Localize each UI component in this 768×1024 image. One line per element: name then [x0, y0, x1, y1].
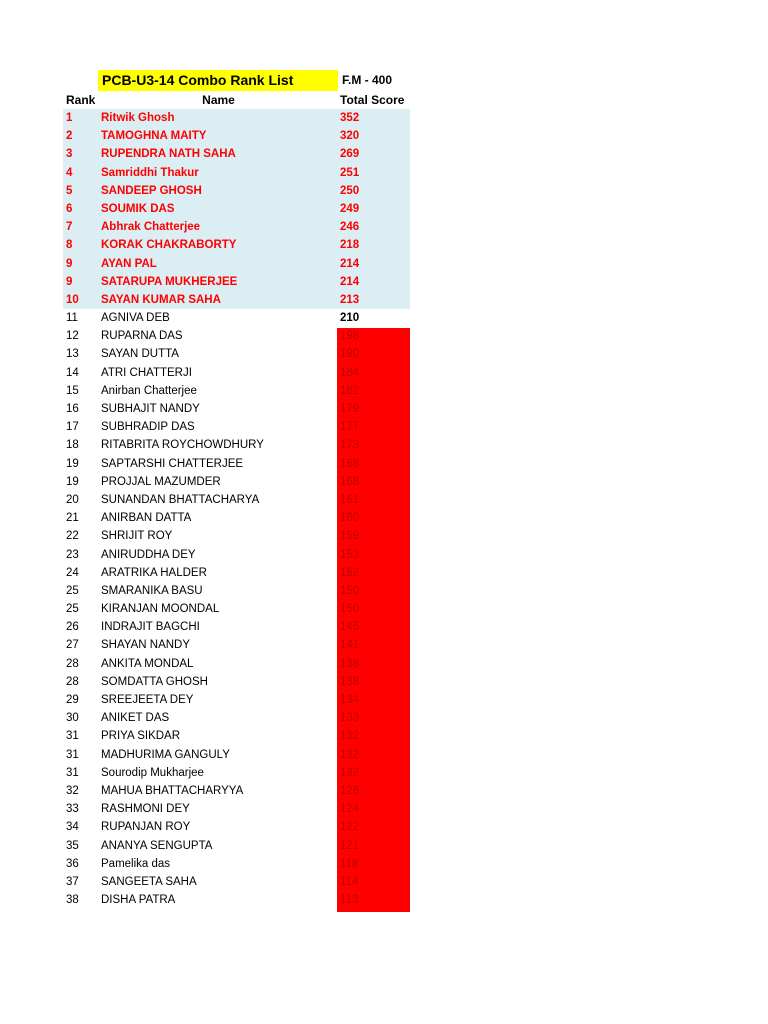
rank-cell: 6: [66, 202, 73, 215]
score-cell: 320: [340, 130, 360, 143]
table-row: [0, 782, 768, 800]
name-cell: AGNIVA DEB: [101, 312, 170, 325]
table-row: [0, 618, 768, 636]
table-row: [0, 655, 768, 673]
table-row: [0, 818, 768, 836]
page-title: PCB-U3-14 Combo Rank List: [98, 70, 338, 91]
rank-cell: 28: [66, 657, 79, 670]
rank-cell: 24: [66, 566, 79, 579]
table-row: [0, 746, 768, 764]
rank-cell: 13: [66, 348, 79, 361]
score-cell: 114: [340, 875, 359, 888]
name-cell: SATARUPA MUKHERJEE: [101, 275, 238, 288]
name-cell: PRIYA SIKDAR: [101, 730, 181, 743]
name-cell: ATRI CHATTERJI: [101, 366, 192, 379]
rank-cell: 5: [66, 184, 73, 197]
rank-cell: 14: [66, 366, 79, 379]
score-cell: 269: [340, 148, 360, 161]
table-row: [0, 727, 768, 745]
score-cell: 210: [340, 312, 360, 325]
name-cell: ANIKET DAS: [101, 712, 170, 725]
name-cell: SHRIJIT ROY: [101, 530, 173, 543]
rank-cell: 10: [66, 293, 79, 306]
score-cell: 160: [340, 512, 360, 525]
rank-cell: 34: [66, 821, 79, 834]
score-cell: 214: [340, 275, 360, 288]
score-cell: 159: [340, 530, 360, 543]
rank-cell: 31: [66, 730, 79, 743]
score-cell: 177: [340, 421, 360, 434]
rank-cell: 4: [66, 166, 73, 179]
table-row: [0, 127, 768, 145]
score-cell: 132: [340, 766, 360, 779]
rank-cell: 17: [66, 421, 79, 434]
table-row: [0, 145, 768, 163]
name-cell: MAHUA BHATTACHARYYA: [101, 784, 244, 797]
rank-cell: 35: [66, 839, 79, 852]
name-cell: SUBHAJIT NANDY: [101, 403, 200, 415]
score-cell: 179: [340, 403, 360, 415]
name-cell: SOMDATTA GHOSH: [101, 675, 208, 688]
name-cell: SAPTARSHI CHATTERJEE: [101, 457, 244, 470]
rank-cell: 31: [66, 748, 79, 761]
score-cell: 182: [340, 384, 360, 397]
name-cell: SUBHRADIP DAS: [101, 421, 195, 434]
name-cell: Sourodip Mukharjee: [101, 766, 204, 779]
table-row: [0, 455, 768, 473]
rank-cell: 27: [66, 639, 79, 652]
table-row: [0, 200, 768, 218]
table-row: [0, 546, 768, 564]
score-cell: 214: [340, 257, 360, 270]
score-cell: 173: [340, 439, 360, 452]
table-row: [0, 218, 768, 236]
rank-cell: 20: [66, 493, 79, 506]
rank-cell: 26: [66, 621, 79, 634]
name-cell: SHAYAN NANDY: [101, 639, 191, 652]
name-cell: RITABRITA ROYCHOWDHURY: [101, 439, 264, 452]
name-cell: ANANYA SENGUPTA: [101, 839, 213, 852]
rank-cell: 15: [66, 384, 79, 397]
score-cell: 246: [340, 221, 360, 234]
rank-cell: 9: [66, 275, 73, 288]
table-row: [0, 436, 768, 454]
name-cell: Ritwik Ghosh: [101, 112, 175, 124]
name-cell: SMARANIKA BASU: [101, 584, 203, 597]
table-row: [0, 564, 768, 582]
table-row: [0, 327, 768, 345]
name-cell: SAYAN DUTTA: [101, 348, 179, 361]
score-cell: 190: [340, 348, 360, 361]
score-cell: 250: [340, 184, 360, 197]
score-cell: 150: [340, 584, 360, 597]
score-cell: 161: [340, 493, 360, 506]
score-cell: 218: [340, 239, 360, 252]
score-cell: 118: [340, 857, 359, 870]
name-cell: SUNANDAN BHATTACHARYA: [101, 493, 260, 506]
rank-cell: 32: [66, 784, 79, 797]
rank-cell: 23: [66, 548, 79, 561]
table-row: [0, 273, 768, 291]
rank-cell: 19: [66, 457, 79, 470]
table-row: [0, 636, 768, 654]
score-cell: 122: [340, 821, 360, 834]
name-cell: KORAK CHAKRABORTY: [101, 239, 237, 252]
rank-cell: 38: [66, 894, 79, 907]
score-cell: 133: [340, 712, 360, 725]
score-cell: 141: [340, 639, 360, 652]
name-cell: RUPARNA DAS: [101, 330, 183, 343]
name-cell: PROJJAL MAZUMDER: [101, 475, 221, 488]
table-row: [0, 600, 768, 618]
table-row: [0, 709, 768, 727]
rank-cell: 25: [66, 603, 79, 616]
name-cell: ARATRIKA HALDER: [101, 566, 207, 579]
name-cell: TAMOGHNA MAITY: [101, 130, 207, 143]
name-cell: Pamelika das: [101, 857, 171, 870]
score-cell: 138: [340, 675, 360, 688]
table-row: [0, 837, 768, 855]
header-name: Name: [202, 93, 235, 107]
score-cell: 184: [340, 366, 360, 379]
table-row: [0, 582, 768, 600]
name-cell: RUPANJAN ROY: [101, 821, 191, 834]
table-row: [0, 291, 768, 309]
rank-cell: 29: [66, 694, 79, 706]
name-cell: Abhrak Chatterjee: [101, 221, 201, 234]
table-row: [0, 491, 768, 509]
name-cell: SANGEETA SAHA: [101, 875, 197, 888]
rank-cell: 11: [66, 312, 78, 325]
name-cell: Samriddhi Thakur: [101, 166, 199, 179]
header-total-score: Total Score: [340, 93, 405, 107]
name-cell: SANDEEP GHOSH: [101, 184, 202, 197]
score-cell: 134: [340, 694, 360, 706]
table-row: [0, 109, 768, 127]
name-cell: SOUMIK DAS: [101, 202, 175, 215]
table-row: [0, 691, 768, 709]
score-cell: 124: [340, 803, 360, 816]
table-row: [0, 855, 768, 873]
rank-cell: 7: [66, 221, 73, 234]
name-cell: SREEJEETA DEY: [101, 694, 194, 706]
table-row: [0, 309, 768, 327]
rank-cell: 36: [66, 857, 79, 870]
name-cell: KIRANJAN MOONDAL: [101, 603, 220, 616]
score-cell: 213: [340, 293, 360, 306]
table-row: [0, 764, 768, 782]
name-cell: INDRAJIT BAGCHI: [101, 621, 200, 634]
score-cell: 168: [340, 475, 360, 488]
table-row: [0, 673, 768, 691]
rank-cell: 3: [66, 148, 73, 161]
table-row: [0, 873, 768, 891]
name-cell: AYAN PAL: [101, 257, 157, 270]
rank-cell: 8: [66, 239, 73, 252]
rank-cell: 30: [66, 712, 79, 725]
rank-cell: 2: [66, 130, 73, 143]
score-cell: 138: [340, 657, 360, 670]
score-cell: 152: [340, 566, 360, 579]
rank-cell: 9: [66, 257, 73, 270]
rank-cell: 28: [66, 675, 79, 688]
score-cell: 168: [340, 457, 360, 470]
score-cell: 113: [340, 894, 359, 907]
rank-cell: 19: [66, 475, 79, 488]
table-header: [0, 91, 768, 109]
rank-cell: 31: [66, 766, 79, 779]
score-cell: 145: [340, 621, 360, 634]
table-row: [0, 382, 768, 400]
rank-cell: 21: [66, 512, 79, 525]
rank-cell: 1: [66, 112, 73, 124]
rank-cell: 16: [66, 403, 79, 415]
rank-table: [0, 109, 768, 909]
table-row: [0, 182, 768, 200]
table-row: [0, 255, 768, 273]
table-row: [0, 418, 768, 436]
rank-cell: 12: [66, 330, 79, 343]
score-cell: 121: [340, 839, 360, 852]
rank-cell: 37: [66, 875, 79, 888]
table-row: [0, 473, 768, 491]
name-cell: ANIRBAN DATTA: [101, 512, 192, 525]
rank-cell: 22: [66, 530, 79, 543]
score-cell: 249: [340, 202, 360, 215]
name-cell: DISHA PATRA: [101, 894, 176, 907]
name-cell: RASHMONI DEY: [101, 803, 190, 816]
name-cell: ANKITA MONDAL: [101, 657, 194, 670]
table-row: [0, 891, 768, 909]
header-rank: Rank: [66, 93, 96, 107]
rank-cell: 18: [66, 439, 79, 452]
table-row: [0, 509, 768, 527]
table-row: [0, 800, 768, 818]
name-cell: MADHURIMA GANGULY: [101, 748, 230, 761]
score-cell: 132: [340, 748, 360, 761]
table-row: [0, 400, 768, 418]
table-row: [0, 364, 768, 382]
name-cell: RUPENDRA NATH SAHA: [101, 148, 236, 161]
table-row: [0, 164, 768, 182]
rank-cell: 33: [66, 803, 79, 816]
score-cell: 153: [340, 548, 360, 561]
table-row: [0, 527, 768, 545]
score-cell: 126: [340, 784, 360, 797]
score-cell: 150: [340, 603, 360, 616]
rank-cell: 25: [66, 584, 79, 597]
table-row: [0, 345, 768, 363]
full-marks-label: F.M - 400: [342, 73, 393, 87]
table-row: [0, 236, 768, 254]
name-cell: SAYAN KUMAR SAHA: [101, 293, 221, 306]
score-cell: 132: [340, 730, 360, 743]
score-cell: 352: [340, 112, 360, 124]
name-cell: Anirban Chatterjee: [101, 384, 197, 397]
score-cell: 198: [340, 330, 360, 343]
score-cell: 251: [340, 166, 360, 179]
name-cell: ANIRUDDHA DEY: [101, 548, 196, 561]
